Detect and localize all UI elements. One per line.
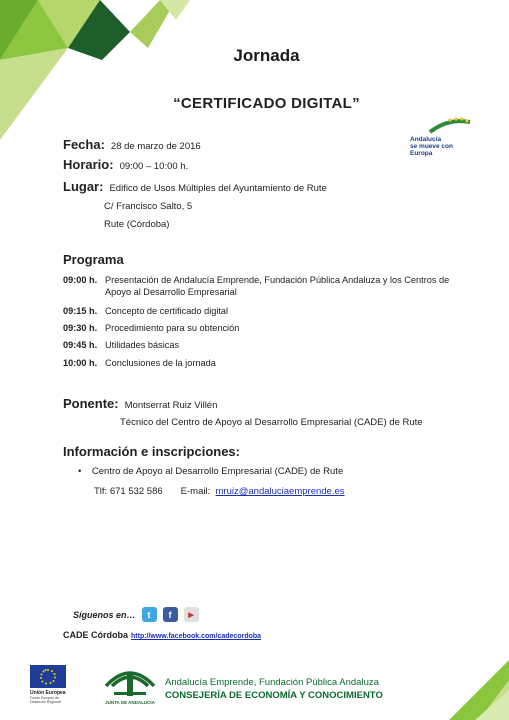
lugar-label: Lugar: [63, 179, 104, 194]
eu-logo [30, 665, 66, 704]
junta-label: JUNTA DE ANDALUCIA [105, 700, 155, 705]
contact-line [94, 486, 345, 497]
programa-desc: Procedimiento para su obtención [105, 323, 240, 333]
lugar-line1: Edifico de Usos Múltiples del Ayuntamiento de Rute [109, 183, 327, 194]
programa-heading: Programa [63, 252, 124, 267]
programa-time: 09:30 h. [63, 323, 98, 333]
cade-facebook-link[interactable]: http://www.facebook.com/cadecordoba [131, 633, 262, 640]
phone-text: Tlf: 671 532 586 [94, 486, 163, 497]
cade-label: CADE Córdoba [63, 630, 128, 640]
twitter-icon[interactable]: t [142, 607, 157, 622]
social-row [73, 607, 199, 622]
programa-item [63, 274, 473, 298]
follow-label: Síguenos en… [73, 609, 136, 620]
info-bullet-text: Centro de Apoyo al Desarrollo Empresarial (CADE) de Rute [91, 466, 344, 477]
junta-emblem-icon [100, 662, 160, 700]
facebook-icon[interactable]: f [163, 607, 178, 622]
programa-desc: Presentación de Andalucía Emprende, Fundación Pública Andaluza y los Centros de Apoyo al Desarrollo Empresarial [105, 275, 450, 297]
bullet-icon: • [78, 466, 92, 477]
logo-line2: se mueve con Europa [410, 143, 453, 157]
email-label: E-mail: [180, 486, 211, 497]
horario-row [63, 157, 188, 172]
programa-time: 09:15 h. [63, 306, 98, 316]
programa-time: 09:00 h. [63, 275, 98, 285]
programa-time: 10:00 h. [63, 358, 98, 368]
ponente-row [63, 396, 217, 411]
programa-item [63, 305, 473, 317]
eu-flag-icon [30, 665, 66, 688]
lugar-line2: C/ Francisco Salto, 5 [104, 201, 193, 212]
ponente-role: Técnico del Centro de Apoyo al Desarrollo Empresarial (CADE) de Rute [120, 417, 423, 428]
fecha-row [63, 137, 201, 152]
info-heading: Información e inscripciones: [63, 444, 240, 459]
footer-line2: CONSEJERÍA DE ECONOMÍA Y CONOCIMIENTO [165, 690, 383, 701]
programa-desc: Concepto de certificado digital [105, 306, 229, 316]
programa-item [63, 322, 473, 334]
logo-line1: Andalucía [410, 136, 442, 143]
programa-time: 09:45 h. [63, 340, 98, 350]
programa-desc: Utilidades básicas [105, 340, 180, 350]
footer-line1: Andalucía Emprende, Fundación Pública Andaluza [165, 677, 379, 688]
email-link[interactable]: mruiz@andaluciaemprende.es [215, 486, 345, 497]
stars-icon [410, 116, 474, 136]
horario-value: 09:00 – 10:00 h. [119, 161, 189, 172]
junta-andalucia-logo [100, 662, 160, 708]
eu-sublabel: Fondo Europeo de Desarrollo Regional [30, 696, 61, 704]
programa-item [63, 339, 473, 351]
info-bullet-item [78, 466, 343, 477]
footer-text [165, 677, 383, 701]
corner-decoration [0, 0, 190, 140]
fecha-value: 28 de marzo de 2016 [110, 141, 201, 152]
youtube-icon[interactable]: ▶ [184, 607, 199, 622]
ponente-label: Ponente: [63, 396, 119, 411]
eu-label: Unión Europea [30, 690, 66, 696]
programa-desc: Conclusiones de la jornada [105, 358, 216, 368]
programa-item [63, 357, 473, 369]
email-group [181, 486, 345, 497]
page-subtitle: “CERTIFICADO DIGITAL” [173, 95, 360, 112]
fecha-label: Fecha: [63, 137, 105, 152]
andalucia-europa-logo [410, 116, 474, 157]
cade-row [63, 630, 261, 640]
lugar-row [63, 179, 327, 194]
lugar-line3: Rute (Córdoba) [104, 219, 170, 230]
corner-decoration-bottom [429, 660, 509, 720]
horario-label: Horario: [63, 157, 114, 172]
page-title: Jornada [233, 46, 300, 65]
ponente-name: Montserrat Ruiz Villén [124, 400, 218, 411]
